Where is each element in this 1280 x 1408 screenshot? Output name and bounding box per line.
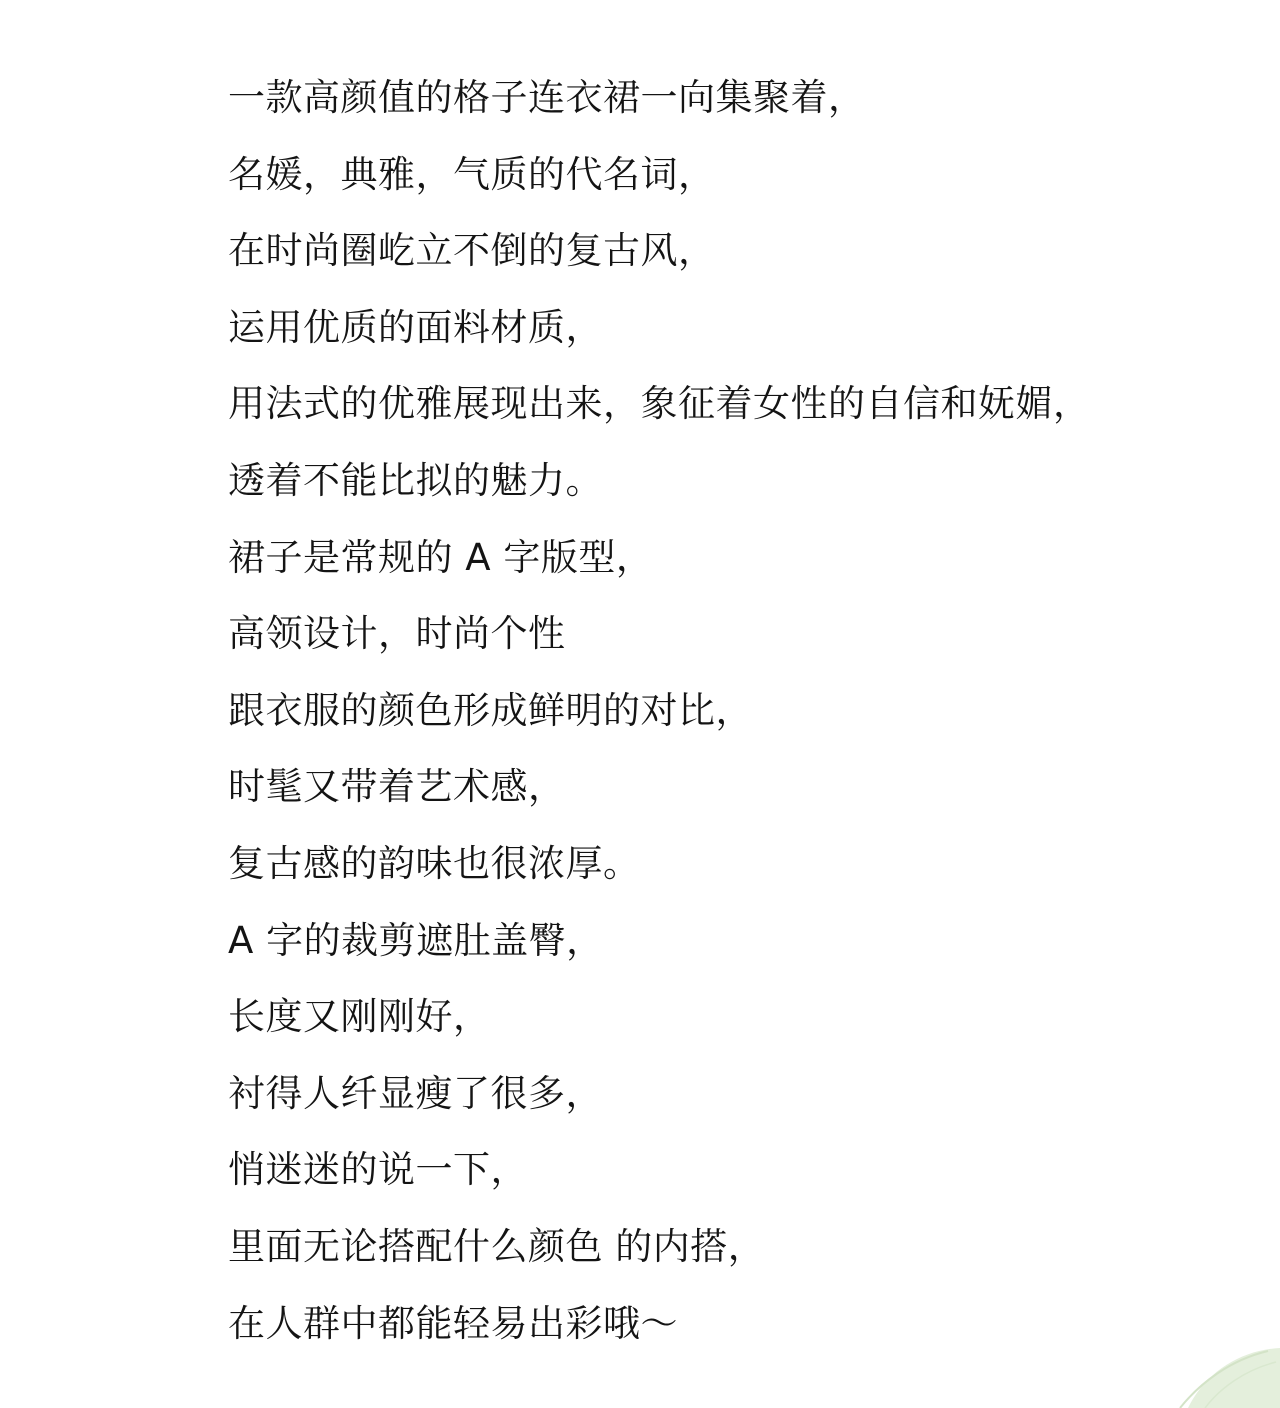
text-line: 在人群中都能轻易出彩哦～ — [228, 1301, 678, 1345]
text-line: 用法式的优雅展现出来，象征着女性的自信和妩媚， — [228, 382, 1091, 426]
text-line: 一款高颜值的格子连衣裙一向集聚着， — [228, 76, 866, 119]
text-line: 名媛，典雅，气质的代名词， — [228, 152, 716, 196]
text-line: 跟衣服的颜色形成鲜明的对比， — [228, 688, 753, 732]
corner-decoration — [1150, 1348, 1280, 1408]
text-line: 在时尚圈屹立不倒的复古风， — [228, 229, 716, 273]
article-text — [228, 60, 1240, 1362]
text-line: 悄迷迷的说一下， — [228, 1148, 528, 1192]
text-line: 裙子是常规的 A 字版型， — [228, 535, 654, 579]
text-line: 复古感的韵味也很浓厚。 — [228, 841, 641, 885]
text-line: 运用优质的面料材质， — [228, 305, 603, 349]
text-line: 衬得人纤显瘦了很多， — [228, 1071, 603, 1115]
text-line: 时髦又带着艺术感， — [228, 765, 566, 809]
text-line: 长度又刚刚好， — [228, 995, 491, 1039]
text-line: 透着不能比拟的魅力。 — [228, 458, 603, 502]
corner-leaf-icon — [1150, 1348, 1280, 1408]
text-line: 高领设计，时尚个性 — [228, 612, 566, 656]
text-line: 里面无论搭配什么颜色 的内搭， — [228, 1224, 766, 1268]
text-line: A 字的裁剪遮肚盖臀， — [228, 918, 604, 962]
